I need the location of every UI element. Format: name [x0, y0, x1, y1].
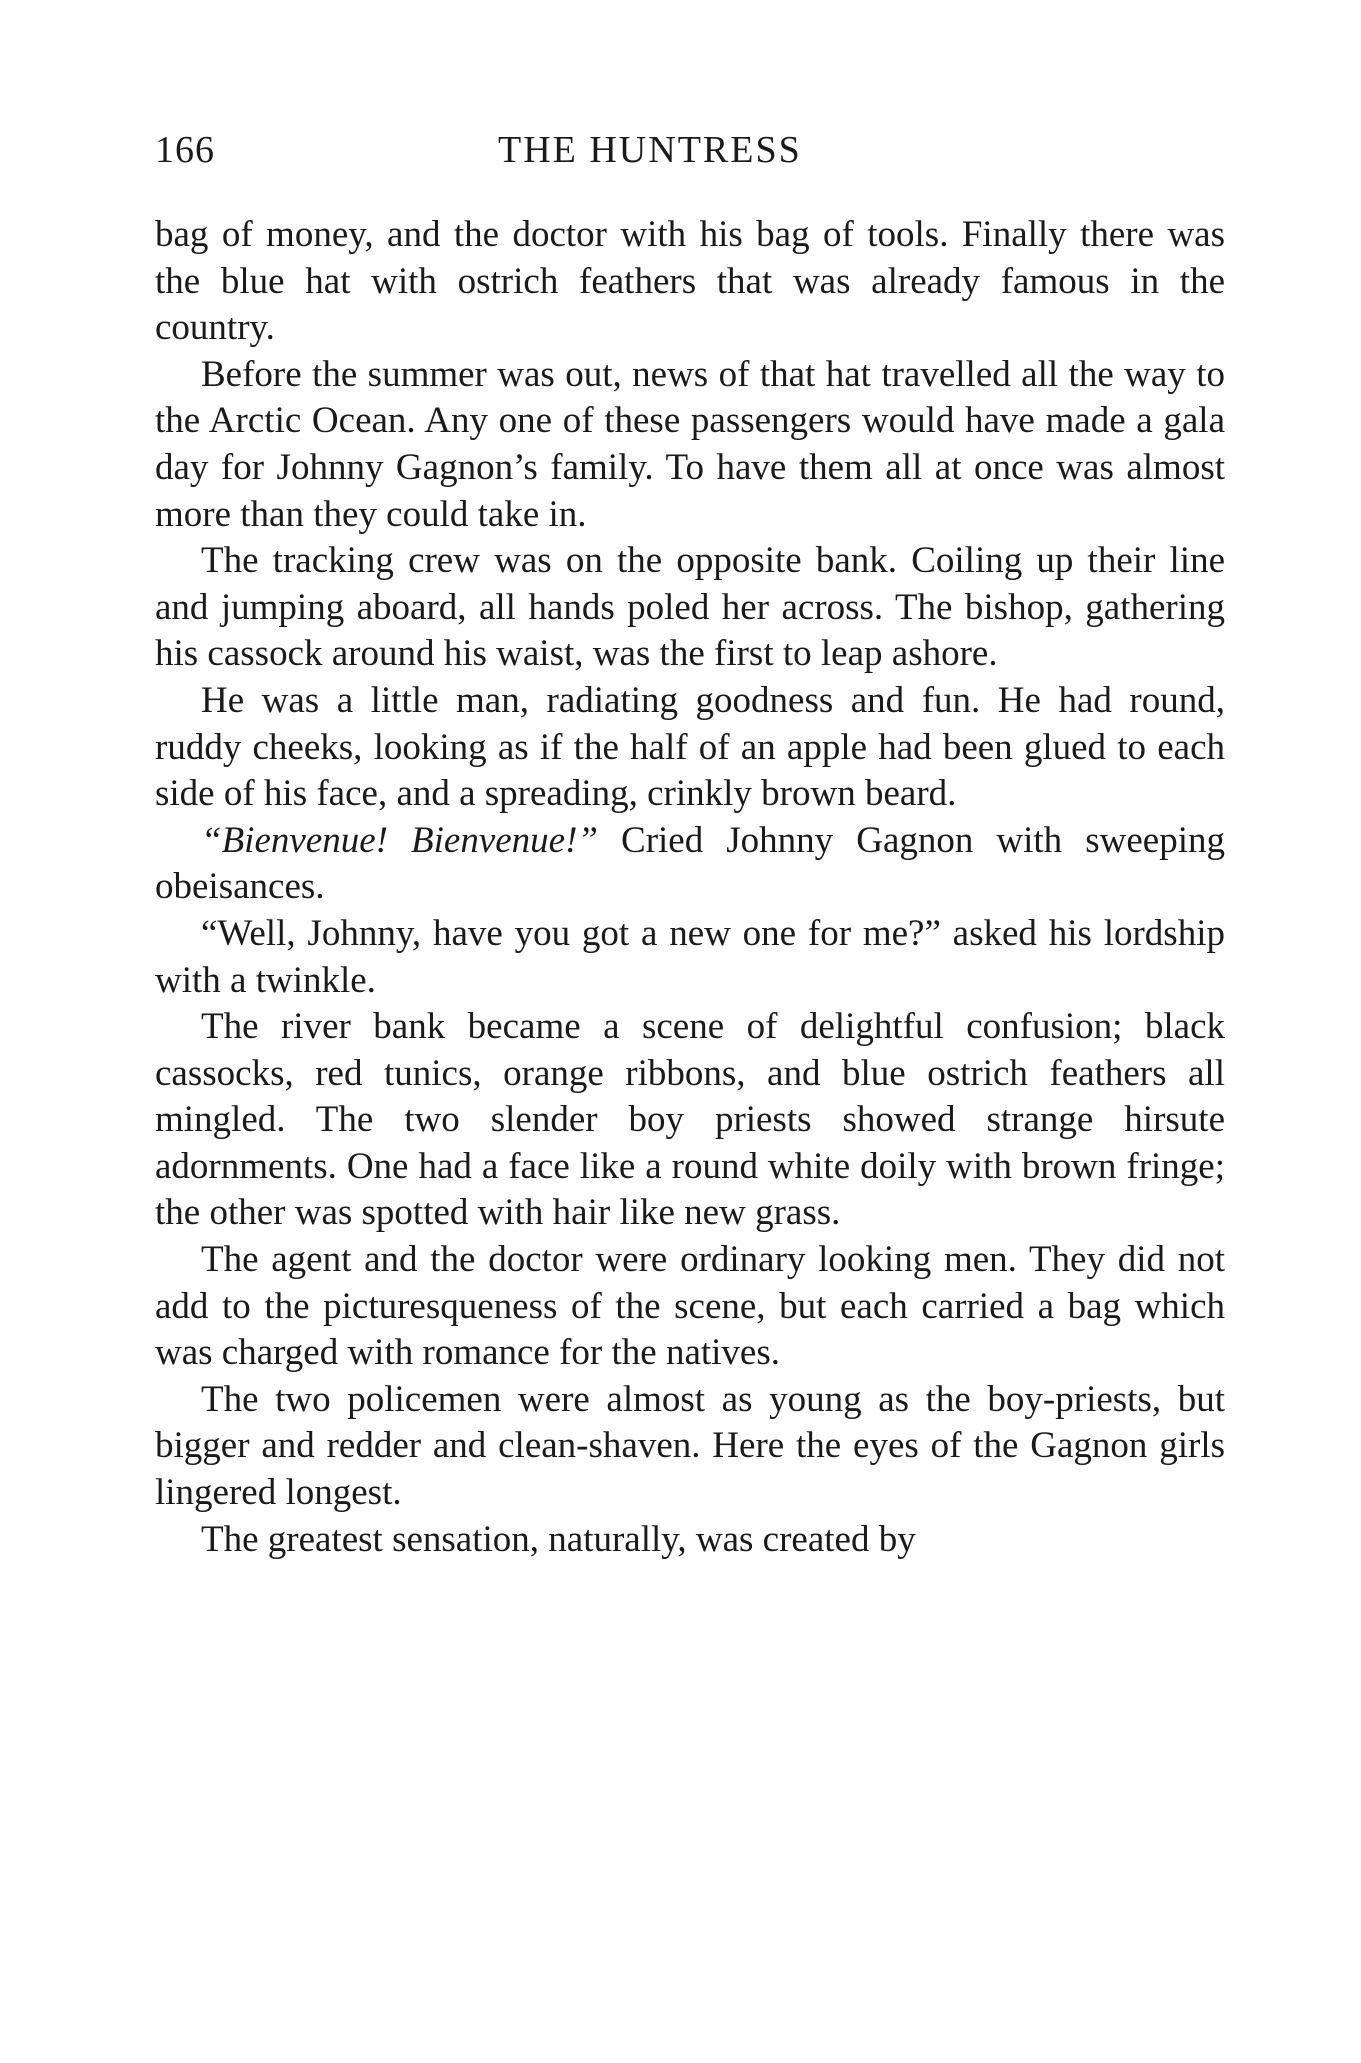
book-title: THE HUNTRESS	[498, 129, 802, 171]
paragraph: The greatest sensation, naturally, was created by	[201, 1518, 916, 1560]
paragraph: bag of money, and the doctor with his bag of tools. Finally there was the blue hat with ostrich feathers that was already famous in the country.	[155, 214, 1225, 349]
paragraph: “Well, Johnny, have you got a new one for me?” asked his lordship with a twinkle.	[155, 912, 1225, 1001]
paragraph: The tracking crew was on the opposite bank. Coiling up their line and jumping aboard, all hands poled her across. The bishop, gathering his cassock around his waist, was the first to leap ashore.	[155, 540, 1225, 675]
paragraph: The two policemen were almost as young as the boy-priests, but bigger and redder and clean-shaven. Here the eyes of the Gagnon girls lingered longest.	[155, 1378, 1225, 1514]
body-text	[155, 212, 1225, 1563]
greeting-italic: “Bienvenue! Bienvenue!”	[201, 819, 598, 861]
paragraph: He was a little man, radiating goodness and fun. He had round, ruddy cheeks, looking as if the half of an apple had been glued to each side of his face, and a spreading, crinkly brown beard.	[155, 679, 1225, 815]
paragraph: Before the summer was out, news of that hat travelled all the way to the Arctic Ocean. Any one of these passengers would have made a gala day for Johnny Gagnon’s family. To have them all at once was almost more than they could take in.	[155, 353, 1225, 535]
paragraph: The river bank became a scene of delightful confusion; black cassocks, red tunics, orange ribbons, and blue ostrich feathers all mingled. The two slender boy priests showed strange hirsute adornments. One had a face like a round white doily with brown fringe; the other was spotted with hair like new grass.	[155, 1006, 1225, 1234]
greeting-paragraph	[155, 818, 1225, 911]
running-head	[155, 128, 1225, 178]
page-number: 166	[155, 129, 215, 171]
greeting-rest: Cried Johnny Gagnon with sweeping obeisances.	[155, 819, 1225, 908]
paragraph: The agent and the doctor were ordinary looking men. They did not add to the picturesqueness of the scene, but each carried a bag which was charged with romance for the natives.	[155, 1239, 1225, 1374]
